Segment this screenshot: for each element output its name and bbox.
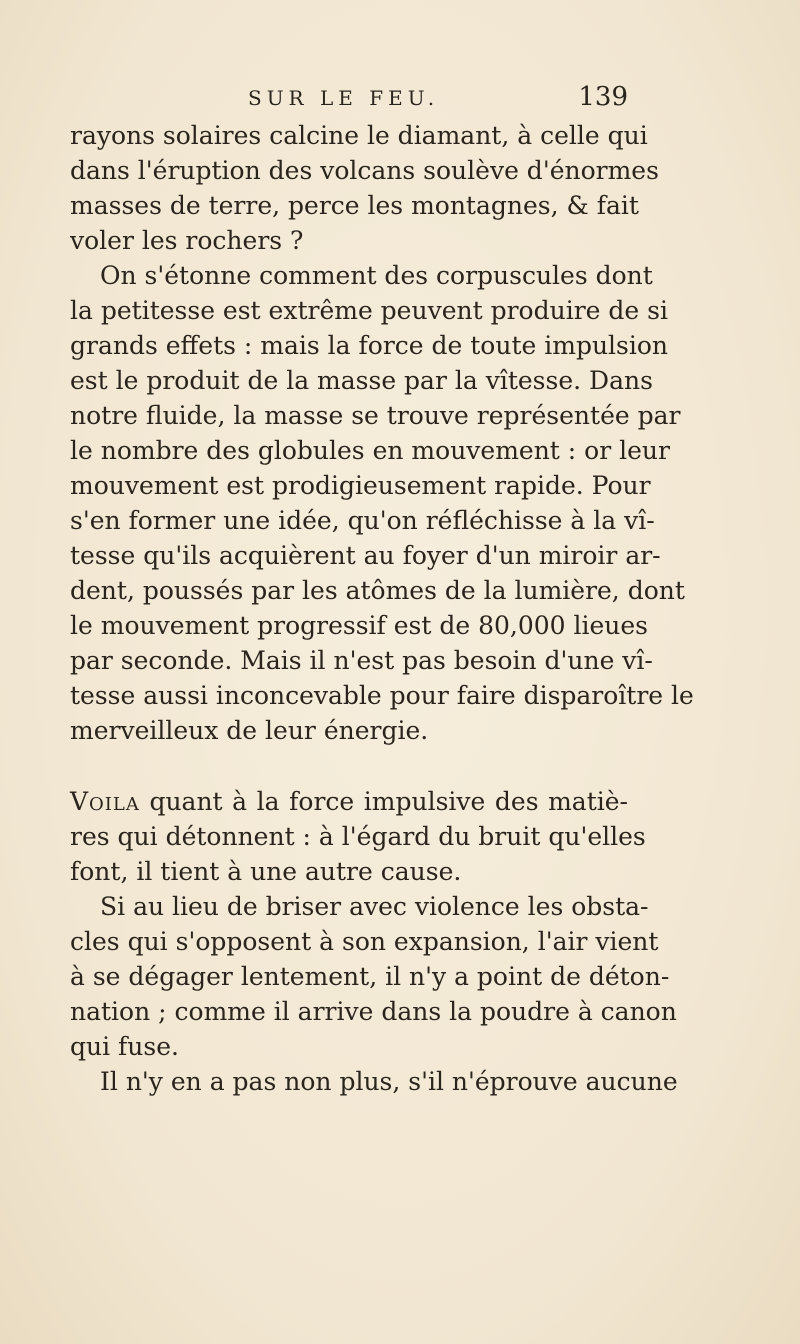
text-line: nation ; comme il arrive dans la poudre à canon — [70, 997, 677, 1026]
text-line: cles qui s'opposent à son expansion, l'air vient — [70, 927, 659, 956]
text-line-rest: quant à la force impulsive des matiè- — [139, 787, 628, 816]
text-line — [70, 784, 628, 819]
text-line: mouvement est prodigieusement rapide. Pour — [70, 471, 651, 500]
text-line: tesse aussi inconcevable pour faire disparoître le — [70, 681, 694, 710]
text-line: qui fuse. — [70, 1032, 179, 1061]
running-head: SUR LE FEU. — [248, 86, 440, 110]
text-line: tesse qu'ils acquièrent au foyer d'un miroir ar- — [70, 541, 661, 570]
section-gap — [70, 748, 628, 784]
text-line: s'en former une idée, qu'on réfléchisse à la vî- — [70, 506, 655, 535]
text-line: le nombre des globules en mouvement : or leur — [70, 436, 670, 465]
text-line: le mouvement progressif est de 80,000 lieues — [70, 611, 649, 640]
text-line: masses de terre, perce les montagnes, & fait — [70, 191, 639, 220]
text-line: notre fluide, la masse se trouve représentée par — [70, 401, 681, 430]
page-header — [70, 80, 628, 120]
text-line: à se dégager lentement, il n'y a point de déton- — [70, 962, 670, 991]
text-line: dans l'éruption des volcans soulève d'énormes — [70, 156, 659, 185]
small-caps-lead: Voila — [70, 787, 140, 816]
text-line: rayons solaires calcine le diamant, à celle qui — [70, 121, 648, 150]
text-line: est le produit de la masse par la vîtesse. Dans — [70, 366, 653, 395]
text-line: grands effets : mais la force de toute impulsion — [70, 331, 669, 360]
text-line: par seconde. Mais il n'est pas besoin d'une vî- — [70, 646, 653, 675]
text-line: On s'étonne comment des corpuscules dont — [100, 261, 653, 290]
text-line: res qui détonnent : à l'égard du bruit qu'elles — [70, 822, 646, 851]
text-line: dent, poussés par les atômes de la lumière, dont — [70, 576, 685, 605]
text-line: merveilleux de leur énergie. — [70, 716, 429, 745]
page-number: 139 — [578, 82, 628, 112]
text-line: voler les rochers ? — [70, 226, 304, 255]
body-text — [70, 118, 694, 1099]
text-line: Il n'y en a pas non plus, s'il n'éprouve aucune — [100, 1067, 678, 1096]
text-line: font, il tient à une autre cause. — [70, 857, 462, 886]
text-line: la petitesse est extrême peuvent produire de si — [70, 296, 668, 325]
text-line: Si au lieu de briser avec violence les obsta- — [100, 892, 649, 921]
